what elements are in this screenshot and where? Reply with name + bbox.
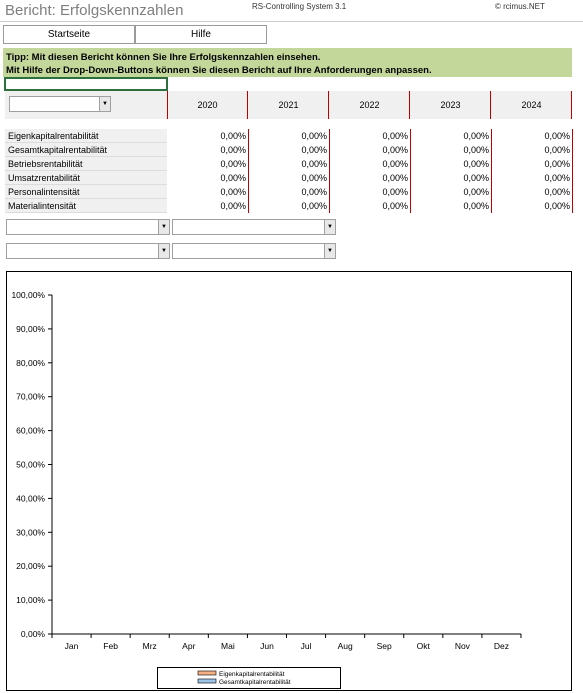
table-cell[interactable]: 0,00% <box>492 143 573 157</box>
x-tick-label: Dez <box>493 641 510 651</box>
y-tick-label: 50,00% <box>16 459 45 470</box>
table-cell[interactable]: 0,00% <box>492 199 573 213</box>
row-label: Eigenkapitalrentabilität <box>8 131 99 141</box>
x-tick-label: Mrz <box>142 641 157 651</box>
row-label: Betriebsrentabilität <box>8 159 83 169</box>
chart-legend <box>157 667 341 689</box>
table-cell[interactable]: 0,00% <box>330 171 411 185</box>
tip-line-2: Mit Hilfe der Drop-Down-Buttons können Sie diesen Bericht auf Ihre Anforderungen anpassen. <box>6 65 432 76</box>
table-cell[interactable]: 0,00% <box>492 185 573 199</box>
y-tick-label: 90,00% <box>16 323 45 334</box>
tip-line-1: Tipp: Mit diesen Bericht können Sie Ihre Erfolgskennzahlen einsehen. <box>6 52 321 63</box>
table-cell[interactable]: 0,00% <box>411 157 492 171</box>
table-cell[interactable]: 0,00% <box>411 129 492 143</box>
x-tick-label: Aug <box>337 641 353 651</box>
y-tick-label: 100,00% <box>11 290 45 300</box>
y-tick-label: 0,00% <box>20 629 45 639</box>
x-tick-label: Nov <box>454 641 470 651</box>
year-header: 2024 <box>492 91 572 119</box>
table-cell[interactable]: 0,00% <box>411 185 492 199</box>
y-tick-label: 20,00% <box>16 561 45 572</box>
legend-label: Gesamtkapitalrentabilität <box>219 679 291 686</box>
table-cell[interactable]: 0,00% <box>168 129 249 143</box>
table-cell[interactable]: 0,00% <box>249 157 330 171</box>
table-cell[interactable]: 0,00% <box>249 143 330 157</box>
x-tick-label: Okt <box>416 641 430 651</box>
row-label: Materialintensität <box>8 201 77 211</box>
table-cell[interactable]: 0,00% <box>249 185 330 199</box>
series-2-dropdown[interactable] <box>6 243 170 259</box>
x-tick-label: Sep <box>376 641 392 651</box>
table-cell[interactable]: 0,00% <box>168 185 249 199</box>
page-title: Bericht: Erfolgskennzahlen <box>5 2 184 19</box>
x-tick-label: Apr <box>182 641 196 651</box>
header-divider <box>0 21 583 22</box>
chevron-down-icon: ▼ <box>158 244 169 258</box>
table-cell[interactable]: 0,00% <box>330 129 411 143</box>
table-cell[interactable]: 0,00% <box>168 199 249 213</box>
table-cell[interactable]: 0,00% <box>330 185 411 199</box>
series-2-year-dropdown[interactable] <box>172 243 336 259</box>
chevron-down-icon: ▼ <box>324 220 335 234</box>
legend-label: Eigenkapitalrentabilität <box>219 671 285 678</box>
chart-area <box>6 271 572 691</box>
year-header: 2020 <box>168 91 248 119</box>
chevron-down-icon: ▼ <box>99 97 110 111</box>
table-cell[interactable]: 0,00% <box>492 171 573 185</box>
y-tick-label: 80,00% <box>16 357 45 368</box>
line-chart <box>7 272 573 692</box>
start-button[interactable]: Startseite <box>3 25 135 44</box>
selected-cell[interactable] <box>4 77 168 91</box>
x-tick-label: Jan <box>64 641 79 651</box>
x-tick-label: Feb <box>103 641 118 651</box>
chevron-down-icon: ▼ <box>158 220 169 234</box>
table-cell[interactable]: 0,00% <box>411 199 492 213</box>
table-cell[interactable]: 0,00% <box>492 157 573 171</box>
table-cell[interactable]: 0,00% <box>492 129 573 143</box>
table-cell[interactable]: 0,00% <box>249 171 330 185</box>
table-cell[interactable]: 0,00% <box>411 171 492 185</box>
system-name: RS-Controlling System 3.1 <box>252 2 347 11</box>
table-cell[interactable]: 0,00% <box>168 143 249 157</box>
table-cell[interactable]: 0,00% <box>330 143 411 157</box>
legend-svg <box>158 668 340 688</box>
chevron-down-icon: ▼ <box>324 244 335 258</box>
legend-swatch <box>198 671 216 675</box>
y-tick-label: 40,00% <box>16 493 45 504</box>
table-cell[interactable]: 0,00% <box>168 171 249 185</box>
copyright: © rcimus.NET <box>495 2 545 11</box>
year-header: 2022 <box>330 91 410 119</box>
y-tick-label: 60,00% <box>16 425 45 436</box>
table-cell[interactable]: 0,00% <box>168 157 249 171</box>
x-tick-label: Mai <box>221 641 235 651</box>
table-cell[interactable]: 0,00% <box>411 143 492 157</box>
series-1-dropdown[interactable] <box>6 219 170 235</box>
year-header: 2021 <box>249 91 329 119</box>
tip-box <box>3 48 572 77</box>
year-header: 2023 <box>411 91 491 119</box>
series-1-year-dropdown[interactable] <box>172 219 336 235</box>
y-tick-label: 10,00% <box>16 595 45 606</box>
table-cell[interactable]: 0,00% <box>249 129 330 143</box>
table-cell[interactable]: 0,00% <box>330 199 411 213</box>
table-cell[interactable]: 0,00% <box>330 157 411 171</box>
row-label: Personalintensität <box>8 187 80 197</box>
y-tick-label: 30,00% <box>16 527 45 538</box>
row-label: Gesamtkapitalrentabilität <box>8 145 108 155</box>
row-label: Umsatzrentabilität <box>8 173 81 183</box>
y-tick-label: 70,00% <box>16 391 45 402</box>
x-tick-label: Jun <box>260 641 274 651</box>
table-cell[interactable]: 0,00% <box>249 199 330 213</box>
x-tick-label: Jul <box>300 641 312 651</box>
help-button[interactable]: Hilfe <box>135 25 267 44</box>
row-filter-dropdown[interactable] <box>9 96 111 112</box>
